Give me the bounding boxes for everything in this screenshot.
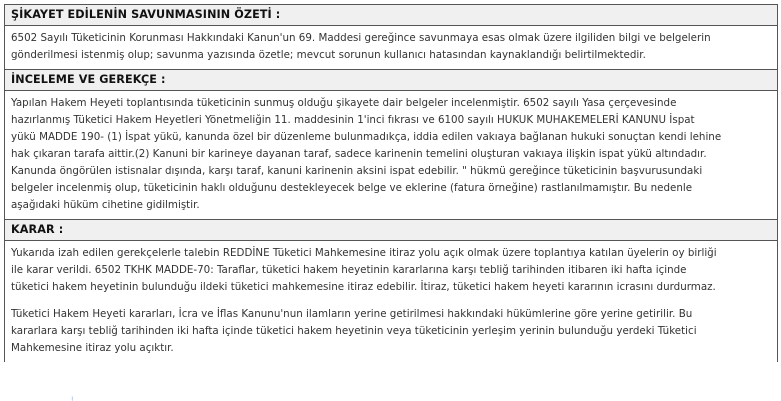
text-line: Kanunda öngörülen istisnalar dışında, karşı taraf, kanuni karinenin aksini ispat edebilir. " hükmü gereğince tüketicinin başvurusundaki [11,165,703,177]
text-line: ile karar verildi. 6502 TKHK MADDE-70: Taraflar, tüketici hakem heyetinin kararlarına karşı tebliğ tarihinden itibaren iki hafta içinde [11,264,687,276]
stray-ink-mark: ╷ [70,393,75,401]
text-line: aşağıdaki hüküm cihetine gidilmiştir. [11,199,200,211]
text-line: tüketici hakem heyetinin bulunduğu ildeki tüketici mahkemesine itiraz edebilir. İtiraz, tüketici hakem heyeti kararının icrasını durdurmaz. [11,281,716,293]
text-line: Yapılan Hakem Heyeti toplantısında tüketicinin sunmuş olduğu şikayete dair belgeler incelenmiştir. 6502 sayılı Yasa çerçevesinde [11,97,677,109]
section-body-review [5,91,777,219]
paragraph [11,30,771,64]
text-line: Tüketici Hakem Heyeti kararları, İcra ve İflas Kanunu'nun ilamların yerine getirilmesi hakkındaki hükümlerine göre yerine getirilir. Bu [11,308,693,320]
text-line: Yukarıda izah edilen gerekçelerle talebin REDDİNE Tüketici Mahkemesine itiraz yolu açık olmak üzere toplantıya katılan üyelerin oy birliği [11,247,717,259]
paragraph [11,245,771,296]
paragraph [11,306,771,357]
text-line: gönderilmesi istenmiş olup; savunma yazısında özetle; mevcut sorunun kullanıcı hatasından kaynaklandığı belirtilmektedir. [11,49,646,61]
text-line: hazırlanmış Tüketici Hakem Heyetleri Yönetmeliğin 11. maddesinin 1'inci fıkrası ve 6100 sayılı HUKUK MUHAKEMELERİ KANUNU İspat [11,114,695,126]
section-body-defense-summary [5,26,777,69]
section-heading-decision: KARAR : [5,219,777,241]
section-heading-defense-summary: ŞİKAYET EDİLENİN SAVUNMASININ ÖZETİ : [5,4,777,26]
text-line: belgeler incelenmiş olup, tüketicinin haklı olduğunu destekleyecek belge ve eklerine (fatura örneğine) rastlanılmamıştır. Bu nedenle [11,182,693,194]
paragraph [11,95,771,214]
text-line: 6502 Sayılı Tüketicinin Korunması Hakkındaki Kanun'un 69. Maddesi gereğince savunmaya esas olmak üzere ilgiliden bilgi ve belgelerin [11,32,711,44]
text-line: Mahkemesine itiraz yolu açıktır. [11,342,174,354]
section-body-decision [5,241,777,362]
text-line: hak çıkaran tarafa aittir.(2) Kanuni bir karineye dayanan taraf, sadece karinenin temelini oluşturan vakıaya ilişkin ispat yükü altındadır. [11,148,707,160]
text-line: kararlara karşı tebliğ tarihinden iki hafta içinde tüketici hakem heyetinin veya tüketicinin yerleşim yerinin bulunduğu yerdeki Tüketici [11,325,697,337]
document-table [4,4,778,362]
section-heading-review: İNCELEME VE GEREKÇE : [5,69,777,91]
text-line: yükü MADDE 190- (1) İspat yükü, kanunda özel bir düzenleme bulunmadıkça, iddia edilen vakıaya bağlanan hukuki sonuçtan kendi lehine [11,131,722,143]
